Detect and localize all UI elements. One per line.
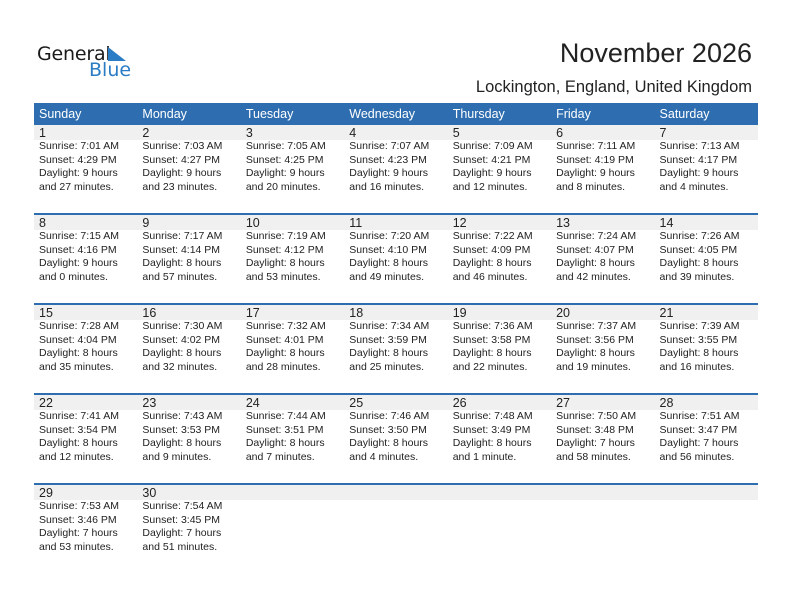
day-daylight2-text: and 0 minutes. (39, 270, 108, 283)
weekday-header-thursday: Thursday (452, 107, 505, 121)
day-sunrise-text: Sunrise: 7:09 AM (452, 140, 533, 152)
day-number: 19 (452, 306, 467, 320)
day-cell (551, 140, 654, 194)
day-daylight2-text: and 16 minutes. (349, 180, 424, 193)
day-daylight1-text: Daylight: 9 hours (452, 167, 532, 179)
day-sunset-text: Sunset: 3:53 PM (142, 423, 221, 436)
day-daylight2-text: and 16 minutes. (659, 360, 735, 373)
day-sunset-text: Sunset: 4:17 PM (659, 153, 738, 166)
day-daylight1-text: Daylight: 8 hours (349, 437, 429, 449)
day-daylight2-text: and 51 minutes. (142, 540, 218, 553)
day-daylight2-text: and 42 minutes. (556, 270, 631, 283)
day-sunrise-text: Sunrise: 7:53 AM (39, 500, 119, 512)
day-number: 23 (142, 396, 157, 410)
day-sunrise-text: Sunrise: 7:26 AM (659, 230, 740, 242)
day-cell (344, 410, 447, 464)
day-daylight2-text: and 25 minutes. (349, 360, 424, 373)
day-number-band (34, 215, 758, 230)
week-row (34, 213, 758, 303)
day-daylight1-text: Daylight: 8 hours (659, 347, 739, 359)
day-sunrise-text: Sunrise: 7:54 AM (142, 500, 223, 512)
day-number: 16 (142, 306, 157, 320)
day-daylight1-text: Daylight: 8 hours (349, 257, 429, 269)
page-title: November 2026 (559, 38, 752, 68)
day-sunrise-text: Sunrise: 7:01 AM (39, 140, 119, 152)
day-number: 12 (452, 216, 467, 230)
day-daylight1-text: Daylight: 8 hours (245, 257, 325, 269)
day-cell (448, 140, 551, 194)
day-sunset-text: Sunset: 3:51 PM (245, 423, 324, 436)
day-daylight1-text: Daylight: 8 hours (39, 437, 118, 449)
day-daylight1-text: Daylight: 8 hours (142, 437, 222, 449)
day-daylight2-text: and 27 minutes. (39, 180, 114, 193)
day-sunset-text: Sunset: 4:02 PM (142, 333, 221, 346)
day-daylight2-text: and 20 minutes. (245, 180, 321, 193)
day-number (655, 485, 758, 500)
weekday-header-friday: Friday (556, 107, 591, 121)
day-number: 5 (452, 126, 460, 140)
week-row (34, 483, 758, 573)
day-sunrise-text: Sunrise: 7:24 AM (556, 230, 637, 242)
day-info-band (34, 410, 758, 464)
day-daylight1-text: Daylight: 7 hours (659, 437, 739, 449)
day-number: 28 (659, 396, 674, 410)
day-cell (655, 500, 758, 554)
day-daylight1-text: Daylight: 8 hours (452, 257, 532, 269)
day-cell (137, 140, 240, 194)
day-daylight2-text: and 9 minutes. (142, 450, 212, 463)
day-sunrise-text: Sunrise: 7:48 AM (452, 410, 533, 422)
day-number: 30 (142, 486, 157, 500)
logo-text-blue: Blue (89, 59, 132, 81)
calendar-grid (34, 103, 758, 573)
day-number: 18 (349, 306, 364, 320)
generalblue-logo (37, 43, 137, 79)
day-sunrise-text: Sunrise: 7:22 AM (452, 230, 533, 242)
day-cell (34, 140, 137, 194)
day-sunset-text: Sunset: 4:12 PM (245, 243, 324, 256)
day-daylight1-text: Daylight: 9 hours (142, 167, 222, 179)
day-number: 15 (39, 306, 53, 320)
day-sunrise-text: Sunrise: 7:15 AM (39, 230, 119, 242)
day-cell (137, 500, 240, 554)
day-number: 17 (245, 306, 260, 320)
week-row (34, 125, 758, 213)
day-daylight1-text: Daylight: 9 hours (245, 167, 325, 179)
day-sunset-text: Sunset: 4:29 PM (39, 153, 117, 166)
day-sunrise-text: Sunrise: 7:17 AM (142, 230, 223, 242)
day-cell (551, 410, 654, 464)
day-daylight1-text: Daylight: 9 hours (39, 257, 118, 269)
day-number: 14 (659, 216, 674, 230)
day-daylight1-text: Daylight: 9 hours (349, 167, 429, 179)
day-sunrise-text: Sunrise: 7:13 AM (659, 140, 740, 152)
day-sunrise-text: Sunrise: 7:05 AM (245, 140, 326, 152)
day-daylight1-text: Daylight: 8 hours (659, 257, 739, 269)
day-sunrise-text: Sunrise: 7:19 AM (245, 230, 326, 242)
day-cell (241, 140, 344, 194)
day-daylight1-text: Daylight: 8 hours (39, 347, 118, 359)
day-info-band (34, 230, 758, 284)
day-number-band (34, 485, 758, 500)
day-daylight2-text: and 57 minutes. (142, 270, 218, 283)
day-sunrise-text: Sunrise: 7:30 AM (142, 320, 223, 332)
day-sunset-text: Sunset: 4:21 PM (452, 153, 531, 166)
day-daylight1-text: Daylight: 8 hours (452, 437, 532, 449)
day-cell (344, 320, 447, 374)
day-daylight1-text: Daylight: 7 hours (556, 437, 635, 449)
day-cell (241, 500, 344, 554)
day-daylight2-text: and 12 minutes. (39, 450, 114, 463)
day-sunset-text: Sunset: 4:10 PM (349, 243, 427, 256)
day-daylight2-text: and 58 minutes. (556, 450, 631, 463)
day-info-band (34, 500, 758, 554)
day-daylight1-text: Daylight: 8 hours (349, 347, 429, 359)
day-number: 24 (245, 396, 260, 410)
day-sunrise-text: Sunrise: 7:46 AM (349, 410, 430, 422)
day-info-band (34, 320, 758, 374)
weekday-header-row (34, 103, 758, 125)
day-number: 29 (39, 486, 53, 500)
weekday-header-tuesday: Tuesday (245, 107, 294, 121)
day-sunrise-text: Sunrise: 7:07 AM (349, 140, 430, 152)
day-sunset-text: Sunset: 3:45 PM (142, 513, 221, 526)
day-cell (34, 320, 137, 374)
day-daylight2-text: and 35 minutes. (39, 360, 114, 373)
day-cell (655, 410, 758, 464)
day-number-band (34, 395, 758, 410)
day-cell (34, 500, 137, 554)
day-daylight1-text: Daylight: 9 hours (659, 167, 739, 179)
day-number: 20 (556, 306, 571, 320)
day-daylight2-text: and 53 minutes. (245, 270, 321, 283)
day-number: 3 (245, 126, 253, 140)
day-sunrise-text: Sunrise: 7:51 AM (659, 410, 740, 422)
day-cell (344, 230, 447, 284)
day-cell (551, 230, 654, 284)
day-sunset-text: Sunset: 3:58 PM (452, 333, 531, 346)
day-daylight2-text: and 22 minutes. (452, 360, 528, 373)
day-sunset-text: Sunset: 4:05 PM (659, 243, 738, 256)
day-daylight1-text: Daylight: 8 hours (556, 257, 635, 269)
day-sunrise-text: Sunrise: 7:28 AM (39, 320, 119, 332)
day-cell (344, 140, 447, 194)
day-daylight1-text: Daylight: 8 hours (142, 347, 222, 359)
day-cell (448, 320, 551, 374)
day-cell (241, 230, 344, 284)
day-sunrise-text: Sunrise: 7:32 AM (245, 320, 326, 332)
location-subtitle: Lockington, England, United Kingdom (475, 78, 752, 96)
day-daylight2-text: and 23 minutes. (142, 180, 218, 193)
day-number: 25 (349, 396, 364, 410)
day-daylight1-text: Daylight: 7 hours (142, 527, 222, 539)
day-number: 21 (659, 306, 674, 320)
day-sunset-text: Sunset: 4:27 PM (142, 153, 221, 166)
day-sunset-text: Sunset: 3:50 PM (349, 423, 427, 436)
week-row (34, 303, 758, 393)
day-daylight1-text: Daylight: 9 hours (39, 167, 118, 179)
day-number: 6 (556, 126, 564, 140)
day-sunset-text: Sunset: 3:48 PM (556, 423, 634, 436)
day-number (551, 485, 654, 500)
day-daylight1-text: Daylight: 9 hours (556, 167, 635, 179)
day-daylight2-text: and 53 minutes. (39, 540, 114, 553)
day-sunrise-text: Sunrise: 7:41 AM (39, 410, 119, 422)
day-cell (137, 230, 240, 284)
day-cell (344, 500, 447, 554)
day-number: 2 (142, 126, 150, 140)
day-daylight1-text: Daylight: 8 hours (245, 347, 325, 359)
weekday-header-monday: Monday (142, 107, 187, 121)
day-sunset-text: Sunset: 4:07 PM (556, 243, 634, 256)
day-sunrise-text: Sunrise: 7:39 AM (659, 320, 740, 332)
day-cell (448, 230, 551, 284)
day-daylight2-text: and 4 minutes. (349, 450, 419, 463)
day-daylight1-text: Daylight: 7 hours (39, 527, 118, 539)
day-sunrise-text: Sunrise: 7:20 AM (349, 230, 430, 242)
day-number: 8 (39, 216, 46, 230)
day-daylight2-text: and 8 minutes. (556, 180, 625, 193)
day-daylight2-text: and 39 minutes. (659, 270, 735, 283)
day-number: 13 (556, 216, 571, 230)
day-number: 11 (349, 216, 363, 230)
day-sunset-text: Sunset: 3:47 PM (659, 423, 738, 436)
day-cell (551, 500, 654, 554)
day-cell (448, 410, 551, 464)
day-sunset-text: Sunset: 4:16 PM (39, 243, 117, 256)
day-sunset-text: Sunset: 4:19 PM (556, 153, 634, 166)
day-number: 7 (659, 126, 667, 140)
day-sunset-text: Sunset: 3:54 PM (39, 423, 117, 436)
day-sunset-text: Sunset: 3:46 PM (39, 513, 117, 526)
day-sunset-text: Sunset: 3:55 PM (659, 333, 738, 346)
day-daylight2-text: and 56 minutes. (659, 450, 735, 463)
day-daylight2-text: and 32 minutes. (142, 360, 218, 373)
day-cell (241, 320, 344, 374)
day-daylight2-text: and 4 minutes. (659, 180, 729, 193)
day-number: 10 (245, 216, 260, 230)
day-sunrise-text: Sunrise: 7:37 AM (556, 320, 637, 332)
day-sunrise-text: Sunrise: 7:36 AM (452, 320, 533, 332)
weekday-header-saturday: Saturday (659, 107, 710, 121)
day-number (241, 485, 344, 500)
day-sunset-text: Sunset: 3:56 PM (556, 333, 634, 346)
day-sunrise-text: Sunrise: 7:03 AM (142, 140, 223, 152)
day-sunset-text: Sunset: 4:09 PM (452, 243, 531, 256)
day-daylight1-text: Daylight: 8 hours (556, 347, 635, 359)
day-daylight2-text: and 49 minutes. (349, 270, 424, 283)
day-daylight1-text: Daylight: 8 hours (245, 437, 325, 449)
day-daylight2-text: and 12 minutes. (452, 180, 528, 193)
day-cell (137, 320, 240, 374)
day-cell (34, 230, 137, 284)
day-daylight2-text: and 19 minutes. (556, 360, 631, 373)
day-number: 22 (39, 396, 53, 410)
day-daylight2-text: and 7 minutes. (245, 450, 315, 463)
day-number-band (34, 305, 758, 320)
day-cell (655, 230, 758, 284)
day-sunset-text: Sunset: 4:23 PM (349, 153, 427, 166)
day-cell (241, 410, 344, 464)
day-sunrise-text: Sunrise: 7:34 AM (349, 320, 430, 332)
day-sunrise-text: Sunrise: 7:50 AM (556, 410, 637, 422)
day-number: 9 (142, 216, 150, 230)
day-cell (448, 500, 551, 554)
day-cell (655, 320, 758, 374)
day-daylight1-text: Daylight: 8 hours (452, 347, 532, 359)
day-number (448, 485, 551, 500)
day-sunrise-text: Sunrise: 7:43 AM (142, 410, 223, 422)
day-sunset-text: Sunset: 4:04 PM (39, 333, 117, 346)
weekday-header-wednesday: Wednesday (349, 107, 416, 121)
day-daylight2-text: and 1 minute. (452, 450, 517, 463)
weekday-header-sunday: Sunday (39, 107, 82, 121)
day-cell (34, 410, 137, 464)
day-number: 26 (452, 396, 467, 410)
logo-text-general: General (37, 43, 111, 65)
day-sunset-text: Sunset: 4:01 PM (245, 333, 324, 346)
day-daylight2-text: and 46 minutes. (452, 270, 528, 283)
day-daylight1-text: Daylight: 8 hours (142, 257, 222, 269)
day-number: 1 (39, 126, 46, 140)
day-cell (137, 410, 240, 464)
day-daylight2-text: and 28 minutes. (245, 360, 321, 373)
week-row (34, 393, 758, 483)
day-sunset-text: Sunset: 4:14 PM (142, 243, 221, 256)
day-sunrise-text: Sunrise: 7:44 AM (245, 410, 326, 422)
day-info-band (34, 140, 758, 194)
day-sunset-text: Sunset: 4:25 PM (245, 153, 324, 166)
day-number-band (34, 125, 758, 140)
day-sunset-text: Sunset: 3:59 PM (349, 333, 427, 346)
day-sunset-text: Sunset: 3:49 PM (452, 423, 531, 436)
day-number (344, 485, 447, 500)
day-cell (655, 140, 758, 194)
day-sunrise-text: Sunrise: 7:11 AM (556, 140, 636, 152)
day-number: 4 (349, 126, 357, 140)
day-number: 27 (556, 396, 571, 410)
day-cell (551, 320, 654, 374)
